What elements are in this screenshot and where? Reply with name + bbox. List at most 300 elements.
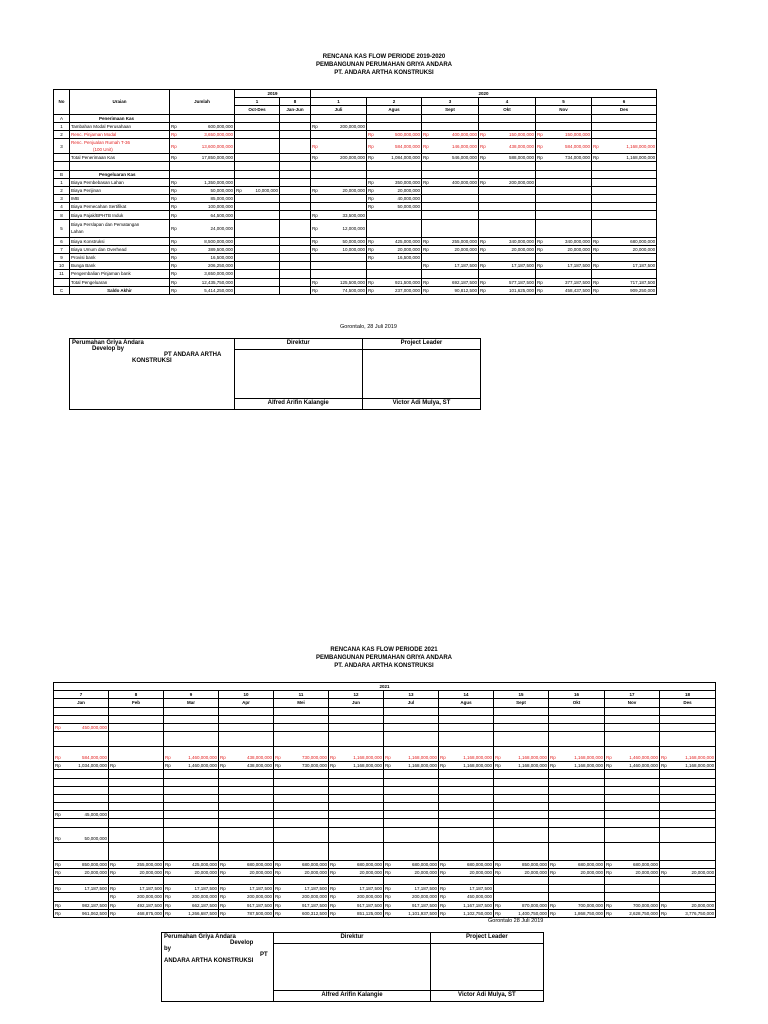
- amount-value: 850,000,000: [81, 861, 107, 867]
- row-uraian: Biaya Konstruksi: [70, 237, 170, 245]
- amount-value: 1,168,000,000: [685, 763, 715, 769]
- table-row: [54, 842, 716, 860]
- row-period-value: [235, 195, 280, 203]
- row-period-value: [367, 237, 422, 245]
- currency-label: Rp: [537, 287, 543, 293]
- doc2-title-line1: RENCANA KAS FLOW PERIODE 2021: [330, 647, 438, 653]
- row-period-value: [311, 245, 367, 253]
- row-period-value: [536, 114, 592, 122]
- amount-value: 1,168,000,000: [353, 763, 382, 769]
- row-period-value: [422, 203, 479, 211]
- row-period-value: [329, 811, 384, 819]
- currency-label: Rp: [606, 910, 612, 916]
- amount-value: 1,266,687,500: [188, 910, 217, 916]
- amount-value: 17,187,500: [304, 886, 327, 892]
- amount-value: 12,435,750,000: [201, 279, 233, 285]
- row-period-value: [54, 786, 109, 794]
- row-period-value: [592, 130, 657, 138]
- period-number: 14: [439, 691, 494, 699]
- row-period-value: [494, 770, 549, 778]
- row-period-value: [329, 794, 384, 802]
- doc2-direktur-sign-space: [274, 944, 431, 991]
- currency-label: Rp: [385, 869, 391, 875]
- row-uraian: Renc. Penjualan Rumah T-36 (100 Unit): [70, 139, 170, 154]
- row-period-value: [494, 868, 549, 876]
- row-period-value: [660, 732, 716, 747]
- row-period-value: [592, 162, 657, 170]
- row-period-value: [164, 819, 219, 827]
- row-no: B: [54, 170, 70, 178]
- row-period-value: [54, 827, 109, 842]
- row-jumlah: [170, 195, 235, 203]
- row-period-value: [439, 827, 494, 842]
- row-period-value: [384, 786, 439, 794]
- table-row: [54, 778, 716, 786]
- period-label: Des: [592, 106, 657, 114]
- amount-value: 237,000,000: [394, 287, 421, 293]
- row-period-value: [660, 868, 716, 876]
- row-period-value: [479, 278, 536, 286]
- amount-value: 50,000,000: [84, 835, 107, 841]
- row-period-value: [109, 762, 164, 770]
- amount-value: 680,000,000: [356, 861, 382, 867]
- row-period-value: [384, 732, 439, 747]
- doc2-place-date: Gorontalo 28 Juli 2019: [488, 918, 544, 924]
- row-period-value: [274, 786, 329, 794]
- amount-value: 200,000,000: [191, 894, 217, 900]
- row-period-value: [422, 114, 479, 122]
- row-period-value: [605, 819, 660, 827]
- currency-label: Rp: [110, 869, 116, 875]
- row-period-value: [439, 877, 494, 885]
- currency-label: Rp: [55, 812, 61, 818]
- row-period-value: [549, 860, 605, 868]
- amount-value: 577,187,500: [508, 279, 535, 285]
- row-period-value: [329, 747, 384, 762]
- currency-label: Rp: [220, 894, 226, 900]
- currency-label: Rp: [495, 861, 501, 867]
- currency-label: Rp: [55, 835, 61, 841]
- period-number: 12: [329, 691, 384, 699]
- amount-value: 20,000,000: [342, 187, 366, 193]
- amount-value: 20,000,000: [454, 246, 478, 252]
- row-period-value: [479, 286, 536, 294]
- row-no: 3: [54, 139, 70, 154]
- row-period-value: [422, 254, 479, 262]
- row-period-value: [605, 877, 660, 885]
- amount-value: 961,062,500: [81, 910, 107, 916]
- currency-label: Rp: [423, 179, 429, 185]
- doc1-signature-block: [69, 338, 481, 410]
- row-uraian: Bunga Bank: [70, 262, 170, 270]
- row-period-value: [494, 885, 549, 893]
- row-period-value: [660, 770, 716, 778]
- row-period-value: [660, 819, 716, 827]
- currency-label: Rp: [275, 763, 281, 769]
- doc2-signature-block: [161, 932, 544, 1002]
- currency-label: Rp: [171, 238, 177, 244]
- amount-value: 150,000,000: [564, 132, 591, 138]
- row-period-value: [660, 885, 716, 893]
- period-number: 8: [109, 691, 164, 699]
- table-row: [54, 707, 716, 715]
- currency-label: Rp: [423, 238, 429, 244]
- row-period-value: [219, 877, 274, 885]
- row-period-value: [235, 219, 280, 237]
- row-period-value: [660, 715, 716, 723]
- currency-label: Rp: [480, 143, 486, 149]
- amount-value: 982,187,500: [81, 902, 107, 908]
- amount-value: 870,000,000: [521, 902, 547, 908]
- row-period-value: [54, 868, 109, 876]
- row-period-value: [274, 827, 329, 842]
- row-period-value: [479, 170, 536, 178]
- row-period-value: [280, 286, 311, 294]
- row-period-value: [592, 186, 657, 194]
- currency-label: Rp: [480, 179, 486, 185]
- row-period-value: [274, 794, 329, 802]
- amount-value: 16,500,000: [210, 255, 233, 261]
- row-period-value: [660, 901, 716, 909]
- row-period-value: [605, 811, 660, 819]
- row-period-value: [274, 842, 329, 860]
- currency-label: Rp: [275, 894, 281, 900]
- table-row: [54, 186, 657, 194]
- row-period-value: [660, 762, 716, 770]
- row-period-value: [164, 842, 219, 860]
- table-row: [54, 723, 716, 731]
- amount-value: 3,650,000,000: [204, 271, 233, 277]
- amount-value: 584,000,000: [394, 143, 421, 149]
- row-period-value: [422, 186, 479, 194]
- amount-value: 700,000,000: [577, 902, 603, 908]
- amount-value: 200,000,000: [411, 894, 437, 900]
- row-period-value: [311, 278, 367, 286]
- amount-value: 40,000,000: [397, 196, 421, 202]
- table-row: [54, 262, 657, 270]
- row-period-value: [439, 909, 494, 917]
- row-period-value: [422, 286, 479, 294]
- table-row: [54, 195, 657, 203]
- table-row: [54, 139, 657, 154]
- amount-value: 1,034,000,000: [78, 763, 107, 769]
- period-number: 17: [605, 691, 660, 699]
- row-period-value: [311, 254, 367, 262]
- row-period-value: [235, 122, 280, 130]
- row-period-value: [235, 203, 280, 211]
- currency-label: Rp: [110, 763, 116, 769]
- doc1-develop-by: Develop by: [92, 346, 125, 352]
- period-label: Jan-Jun: [280, 106, 311, 114]
- row-period-value: [536, 254, 592, 262]
- row-period-value: [479, 262, 536, 270]
- row-period-value: [384, 723, 439, 731]
- amount-value: 377,187,500: [564, 279, 591, 285]
- row-period-value: [494, 747, 549, 762]
- row-period-value: [439, 803, 494, 811]
- amount-value: 921,500,000: [394, 279, 421, 285]
- row-period-value: [329, 885, 384, 893]
- row-period-value: [439, 901, 494, 909]
- currency-label: Rp: [275, 902, 281, 908]
- amount-value: 600,000,000: [207, 123, 233, 129]
- row-period-value: [329, 732, 384, 747]
- amount-value: 1,400,750,000: [518, 910, 547, 916]
- row-period-value: [274, 747, 329, 762]
- row-period-value: [54, 723, 109, 731]
- currency-label: Rp: [440, 886, 446, 892]
- amount-value: 20,000,000: [580, 869, 603, 875]
- row-jumlah: [170, 154, 235, 162]
- amount-value: 255,000,000: [136, 861, 162, 867]
- doc2-leader-label: Project Leader: [430, 933, 543, 944]
- amount-value: 588,000,000: [508, 155, 535, 161]
- row-period-value: [274, 803, 329, 811]
- table-row: [54, 203, 657, 211]
- currency-label: Rp: [495, 869, 501, 875]
- currency-label: Rp: [593, 238, 599, 244]
- row-period-value: [549, 842, 605, 860]
- row-period-value: [219, 819, 274, 827]
- amount-value: 64,500,000: [210, 212, 233, 218]
- row-period-value: [235, 162, 280, 170]
- amount-value: 20,000,000: [567, 246, 591, 252]
- row-jumlah: [170, 130, 235, 138]
- row-period-value: [494, 811, 549, 819]
- row-period-value: [422, 245, 479, 253]
- row-period-value: [384, 794, 439, 802]
- currency-label: Rp: [550, 869, 556, 875]
- row-period-value: [219, 811, 274, 819]
- currency-label: Rp: [55, 763, 61, 769]
- row-period-value: [660, 803, 716, 811]
- row-period-value: [164, 811, 219, 819]
- row-period-value: [384, 762, 439, 770]
- amount-value: 500,000,000: [394, 132, 421, 138]
- row-no: 11: [54, 270, 70, 278]
- currency-label: Rp: [312, 238, 318, 244]
- currency-label: Rp: [480, 238, 486, 244]
- currency-label: Rp: [385, 886, 391, 892]
- table-row: [54, 732, 716, 747]
- table-row: [54, 130, 657, 138]
- row-period-value: [605, 747, 660, 762]
- row-period-value: [592, 237, 657, 245]
- amount-value: 1,167,187,500: [463, 902, 492, 908]
- row-period-value: [164, 770, 219, 778]
- amount-value: 340,000,000: [564, 238, 591, 244]
- amount-value: 17,850,000,000: [201, 155, 233, 161]
- row-period-value: [164, 707, 219, 715]
- row-period-value: [219, 909, 274, 917]
- doc2-by: by: [164, 946, 172, 952]
- row-period-value: [479, 130, 536, 138]
- row-period-value: [384, 842, 439, 860]
- period-label: Jul: [384, 699, 439, 707]
- currency-label: Rp: [368, 143, 374, 149]
- amount-value: 680,000,000: [630, 238, 656, 244]
- row-period-value: [219, 762, 274, 770]
- row-period-value: [384, 811, 439, 819]
- row-period-value: [549, 868, 605, 876]
- doc1-developer-cell: [70, 339, 235, 410]
- row-period-value: [494, 819, 549, 827]
- currency-label: Rp: [368, 279, 374, 285]
- row-period-value: [479, 203, 536, 211]
- period-label: Okt: [479, 106, 536, 114]
- amount-value: 125,500,000: [339, 279, 366, 285]
- table-row: [54, 178, 657, 186]
- row-period-value: [592, 270, 657, 278]
- row-period-value: [439, 723, 494, 731]
- currency-label: Rp: [312, 123, 318, 129]
- row-period-value: [164, 723, 219, 731]
- row-period-value: [536, 278, 592, 286]
- currency-label: Rp: [385, 755, 391, 761]
- row-period-value: [329, 715, 384, 723]
- doc1-company: Perumahan Griya Andara: [72, 340, 144, 346]
- row-period-value: [660, 893, 716, 901]
- row-period-value: [592, 262, 657, 270]
- currency-label: Rp: [55, 755, 61, 761]
- currency-label: Rp: [55, 910, 61, 916]
- row-period-value: [549, 819, 605, 827]
- row-period-value: [439, 811, 494, 819]
- row-period-value: [592, 203, 657, 211]
- row-period-value: [605, 786, 660, 794]
- currency-label: Rp: [495, 902, 501, 908]
- doc1-leader-name: Victor Adi Mulya, ST: [362, 399, 480, 410]
- row-period-value: [311, 219, 367, 237]
- amount-value: 20,000,000: [84, 869, 107, 875]
- row-period-value: [329, 723, 384, 731]
- row-period-value: [54, 732, 109, 747]
- row-period-value: [109, 723, 164, 731]
- row-period-value: [536, 130, 592, 138]
- table-row: [54, 254, 657, 262]
- row-period-value: [280, 278, 311, 286]
- row-period-value: [280, 262, 311, 270]
- row-period-value: [439, 778, 494, 786]
- table-row: [54, 868, 716, 876]
- row-period-value: [536, 154, 592, 162]
- period-number: 5: [536, 98, 592, 106]
- amount-value: 150,000,000: [508, 132, 535, 138]
- row-period-value: [549, 827, 605, 842]
- amount-value: 20,000,000: [139, 869, 162, 875]
- row-period-value: [422, 122, 479, 130]
- row-period-value: [384, 803, 439, 811]
- row-period-value: [235, 114, 280, 122]
- row-period-value: [235, 262, 280, 270]
- row-period-value: [367, 270, 422, 278]
- amount-value: 1,168,000,000: [463, 763, 492, 769]
- row-period-value: [329, 901, 384, 909]
- currency-label: Rp: [165, 861, 171, 867]
- currency-label: Rp: [171, 196, 177, 202]
- currency-label: Rp: [110, 886, 116, 892]
- amount-value: 17,187,500: [194, 886, 217, 892]
- amount-value: 3,776,750,000: [685, 910, 715, 916]
- row-period-value: [109, 819, 164, 827]
- amount-value: 20,000,000: [635, 869, 658, 875]
- amount-value: 1,168,000,000: [408, 755, 437, 761]
- period-label: Jan: [54, 699, 109, 707]
- row-period-value: [422, 237, 479, 245]
- row-no: 1: [54, 178, 70, 186]
- row-period-value: [280, 211, 311, 219]
- currency-label: Rp: [330, 886, 336, 892]
- row-period-value: [109, 715, 164, 723]
- currency-label: Rp: [440, 869, 446, 875]
- currency-label: Rp: [110, 894, 116, 900]
- row-period-value: [605, 762, 660, 770]
- period-label: Sept: [494, 699, 549, 707]
- currency-label: Rp: [368, 196, 374, 202]
- period-label: Juli: [311, 106, 367, 114]
- row-period-value: [439, 747, 494, 762]
- row-period-value: [367, 114, 422, 122]
- amount-value: 350,000,000: [394, 179, 421, 185]
- amount-value: 850,000,000: [521, 861, 547, 867]
- currency-label: Rp: [220, 886, 226, 892]
- row-period-value: [494, 803, 549, 811]
- currency-label: Rp: [330, 861, 336, 867]
- currency-label: Rp: [368, 246, 374, 252]
- row-period-value: [384, 901, 439, 909]
- row-uraian: Biaya Pembebasan Lahan: [70, 178, 170, 186]
- amount-value: 146,000,000: [451, 143, 478, 149]
- amount-value: 584,000,000: [81, 755, 107, 761]
- row-jumlah: [170, 286, 235, 294]
- amount-value: 200,000,000: [339, 123, 366, 129]
- amount-value: 1,460,000,000: [629, 763, 658, 769]
- row-period-value: [592, 195, 657, 203]
- currency-label: Rp: [330, 894, 336, 900]
- row-period-value: [494, 842, 549, 860]
- table-row: [54, 286, 657, 294]
- row-period-value: [329, 827, 384, 842]
- row-period-value: [660, 811, 716, 819]
- row-period-value: [54, 707, 109, 715]
- amount-value: 1,868,750,000: [574, 910, 603, 916]
- row-no: 6: [54, 237, 70, 245]
- amount-value: 917,187,500: [356, 902, 382, 908]
- amount-value: 20,000,000: [249, 869, 272, 875]
- row-period-value: [109, 803, 164, 811]
- header-jumlah: Jumlah: [170, 90, 235, 115]
- row-period-value: [367, 211, 422, 219]
- row-period-value: [164, 901, 219, 909]
- row-period-value: [54, 909, 109, 917]
- row-period-value: [549, 778, 605, 786]
- period-number: 13: [384, 691, 439, 699]
- amount-value: 17,187,500: [469, 886, 492, 892]
- amount-value: 680,000,000: [301, 861, 327, 867]
- row-period-value: [384, 707, 439, 715]
- row-period-value: [439, 715, 494, 723]
- currency-label: Rp: [440, 763, 446, 769]
- row-period-value: [549, 794, 605, 802]
- currency-label: Rp: [480, 155, 486, 161]
- row-uraian: IMB: [70, 195, 170, 203]
- row-period-value: [549, 762, 605, 770]
- currency-label: Rp: [480, 246, 486, 252]
- row-period-value: [422, 170, 479, 178]
- row-period-value: [479, 270, 536, 278]
- currency-label: Rp: [275, 869, 281, 875]
- currency-label: Rp: [593, 155, 599, 161]
